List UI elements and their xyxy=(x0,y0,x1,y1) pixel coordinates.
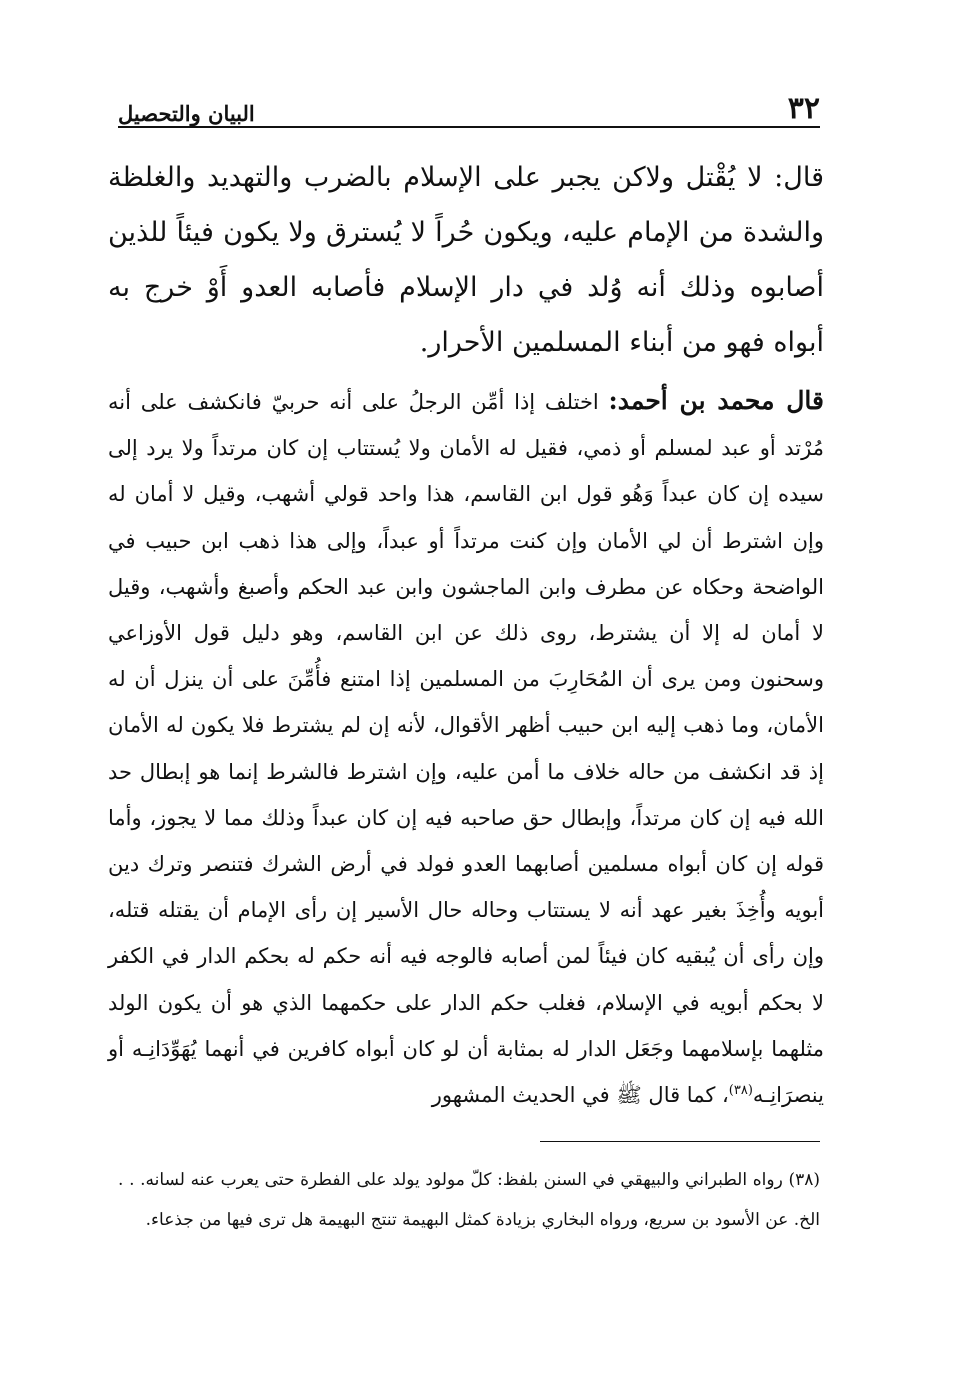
paragraph-2-text: اختلف إذا أمِّن الرجلُ على أنه حربيّ فانكشف على أنه مُرْتد أو عبد لمسلم أو ذمي، فقيل له الأمان ولا يُستتاب إن كان مرتداً ولا يرد إلى سيده إن كان عبداً وَهُو قول ابن القاسم، هذا واحد قولي أشهب، وقيل لا أمان له وإن اشترط أن لي الأمان وإن كنت مرتداً أو عبداً، وإلى هذا ذهب ابن حبيب في الواضحة وحكاه عن مطرف وابن الماجشون وابن عبد الحكم وأصبغ وأشهب، وقيل لا أمان له إلا أن يشترط، روى ذلك عن ابن القاسم، وهو دليل قول الأوزاعي وسحنون ومن يرى أن المُحَارِبَ من المسلمين إذا امتنع فأُمِّنَ على أن ينزل أن له الأمان، وما ذهب إليه ابن حبيب أظهر الأقوال، لأنه إن لم يشترط فلا يكون له الأمان إذ قد انكشف من حاله خلاف ما أمن عليه، وإن اشترط فالشرط إنما هو إبطال حد الله فيه إن كان مرتداً، وإبطال حق صاحبه فيه إن كان عبداً وذلك مما لا يجوز، وأما قوله إن كان أبواه مسلمين أصابهما العدو فولد في أرض الشرك فتنصر وترك دين أبويه وأُخِذَ بغير عهد أنه لا يستتاب وحاله حال الأسير إن رأى الإمام أن يقتله قتله، وإن رأى أن يُبقيه كان فيئاً لمن أصابه فالوجه فيه أنه حكم له بحكم الدار في الكفر لا بحكم أبويه في الإسلام، فغلب حكم الدار على حكمهما الذي هو أن يكون الولد مثلهما بإسلامهما وجَعَل الدار له بمثابة أن لو كان أبواه كافرين في أنهما يُهَوِّدَانِـه أو ينصرَانِـه xyxy=(108,390,824,1108)
footnotes xyxy=(118,1160,820,1240)
running-title: البيان والتحصيل xyxy=(118,101,255,126)
footnote-divider xyxy=(540,1141,820,1142)
speaker-name: قال محمد بن أحمد: xyxy=(608,386,824,415)
running-header xyxy=(118,78,820,128)
page-number: ٣٢ xyxy=(787,91,820,126)
main-text xyxy=(108,150,824,1118)
footnote-reference[interactable]: (٣٨) xyxy=(728,1083,753,1099)
paragraph-1: قال: لا يُقْتل ولاكن يجبر على الإسلام بالضرب والتهديد والغلظة والشدة من الإمام عليه، ويكون حُراً لا يُسترق ولا يكون فيئاً للذين أصابوه وذلك أنه وُلد في دار الإسلام فأصابه العدو أَوْ خرج به أبواه فهو من أبناء المسلمين الأحرار. xyxy=(108,162,824,358)
footnote-38: (٣٨) رواه الطبراني والبيهقي في السنن بلفظ: كلّ مولود يولد على الفطرة حتى يعرب عنه لسانه. . . الخ. عن الأسود بن سريع، ورواه البخاري بزيادة كمثل البهيمة تنتج البهيمة هل ترى فيها من جذعاء. xyxy=(118,1170,820,1230)
paragraph-2 xyxy=(108,378,824,1118)
paragraph-2-tail: ، كما قال ﷺ في الحديث المشهور xyxy=(431,1083,729,1108)
